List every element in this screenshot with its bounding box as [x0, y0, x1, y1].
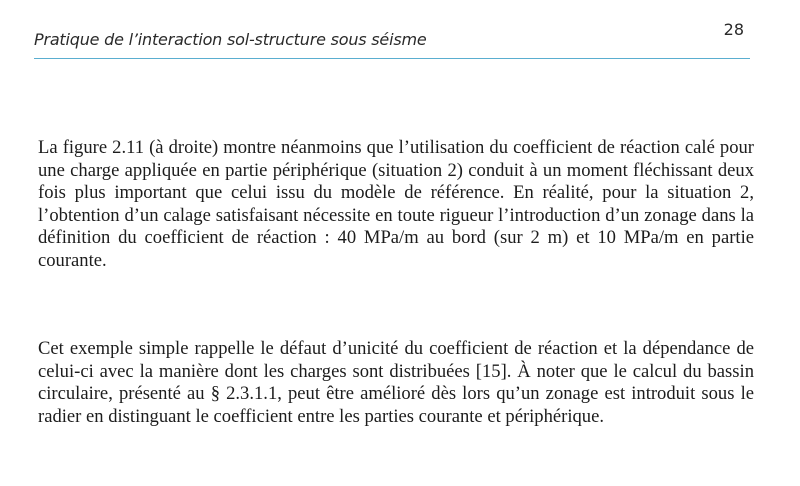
header-rule [34, 58, 750, 59]
running-header [34, 20, 750, 60]
running-header-title: Pratique de l’interaction sol-structure sous séisme [34, 30, 427, 49]
body-paragraph: La figure 2.11 (à droite) montre néanmoins que l’utilisation du coefficient de réaction calé pour une charge appliquée en partie périphérique (situation 2) conduit à un moment fléchissant deux fois plus important que celui issu du modèle de référence. En réalité, pour la situation 2, l’obtention d’un calage satisfaisant nécessite en toute rigueur l’introduction d’un zonage dans la définition du coefficient de réaction : 40 MPa/m au bord (sur 2 m) et 10 MPa/m en partie courante. [38, 137, 754, 271]
body-paragraph: Cet exemple simple rappelle le défaut d’unicité du coefficient de réaction et la dépendance de celui-ci avec la manière dont les charges sont distribuées [15]. À noter que le calcul du bassin circulaire, présenté au § 2.3.1.1, peut être amélioré dès lors qu’un zonage est introduit sous le radier en distinguant le coefficient entre les parties courante et périphérique. [38, 338, 754, 427]
page-number: 28 [723, 20, 744, 39]
